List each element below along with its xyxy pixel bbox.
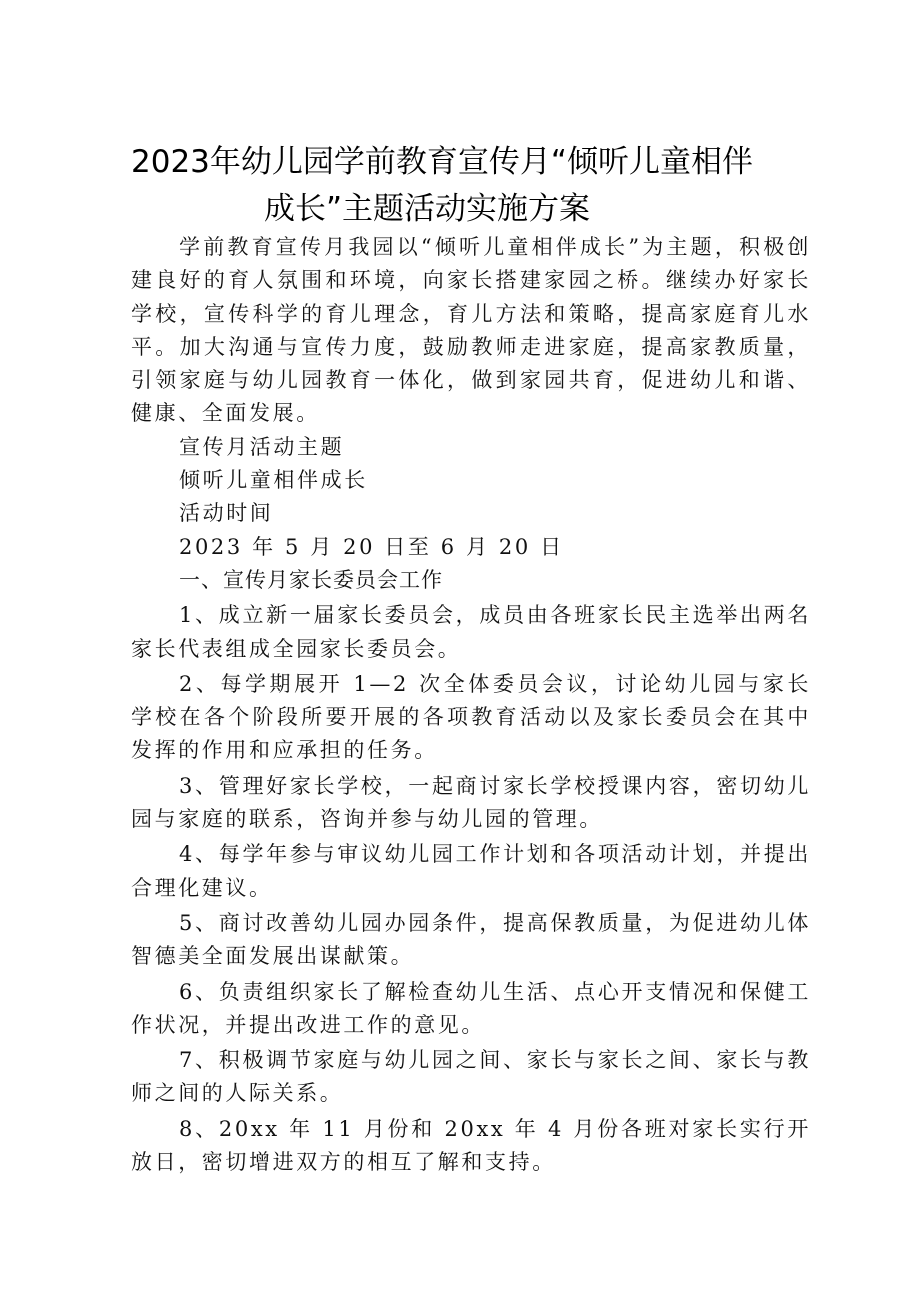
list-item-3: 3、管理好家长学校，一起商讨家长学校授课内容，密切幼儿园与家庭的联系，咨询并参与幼儿园的管理。 (131, 773, 811, 832)
time-value: 2023 年 5 月 20 日至 6 月 20 日 (179, 534, 564, 559)
list-item-1: 1、成立新一届家长委员会，成员由各班家长民主选举出两名家长代表组成全园家长委员会。 (131, 603, 811, 661)
list-item-6: 6、负责组织家长了解检查幼儿生活、点心开支情况和保健工作状况，并提出改进工作的意见。 (131, 979, 811, 1037)
list-item-7: 7、积极调节家庭与幼儿园之间、家长与家长之间、家长与教师之间的人际关系。 (131, 1048, 811, 1106)
theme-value: 倾听儿童相伴成长 (179, 468, 368, 493)
theme-label: 宣传月活动主题 (179, 434, 345, 459)
list-item-4: 4、每学年参与审议幼儿园工作计划和各项活动计划，并提出合理化建议。 (131, 842, 811, 900)
list-item-5: 5、商讨改善幼儿园办园条件，提高保教质量，为促进幼儿体智德美全面发展出谋献策。 (131, 910, 811, 969)
time-label: 活动时间 (179, 501, 274, 526)
document-title-line-1: 2023年幼儿园学前教育宣传月“倾听儿童相伴 (131, 144, 753, 180)
section-heading: 一、宣传月家长委员会工作 (179, 567, 443, 592)
list-item-2: 2、每学期展开 1—2 次全体委员会议，讨论幼儿园与家长学校在各个阶段所要开展的各项教育活动以及家长委员会在其中发挥的作用和应承担的任务。 (131, 671, 811, 763)
list-item-8: 8、20xx 年 11 月份和 20xx 年 4 月份各班对家长实行开放日，密切增进双方的相互了解和支持。 (131, 1116, 811, 1175)
intro-paragraph: 学前教育宣传月我园以“倾听儿童相伴成长”为主题，积极创建良好的育人氛围和环境，向家长搭建家园之桥。继续办好家长学校，宣传科学的育儿理念，育儿方法和策略，提高家庭育儿水平。加大沟通与宣传力度，鼓励教师走进家庭，提高家教质量，引领家庭与幼儿园教育一体化，做到家园共育，促进幼儿和谐、健康、全面发展。 (131, 235, 811, 426)
document-title-line-2: 成长”主题活动实施方案 (264, 191, 591, 227)
document-body (131, 231, 811, 1179)
